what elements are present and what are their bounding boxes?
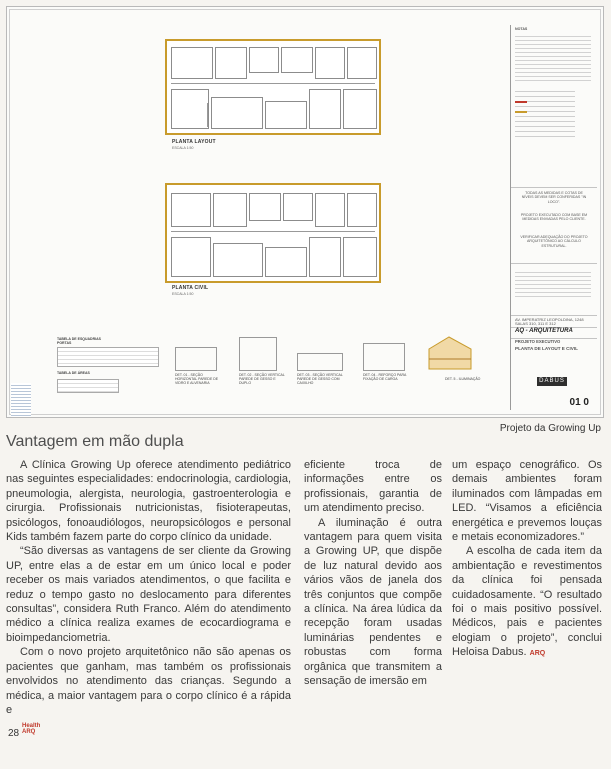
area-table-title: TABELA DE ÁREAS <box>57 371 90 375</box>
client-measures-note: PROJETO EXECUTADO COM BASE EM MEDIDAS ENVIADAS PELO CLIENTE. <box>520 213 588 222</box>
structural-note: VERIFICAR ADEQUAÇÃO DO PROJETO ARQUITETÔNICO AO CÁLCULO ESTRUTURAL. <box>520 235 588 248</box>
detail-drawing-4 <box>363 343 405 371</box>
sheet-number: 01 0 <box>569 397 589 408</box>
door-table-title: TABELA DE ESQUADRIAS PORTAS <box>57 337 101 345</box>
article-column-2 <box>304 458 442 689</box>
brand-text: DABUS <box>539 378 565 384</box>
paragraph: A iluminação é outra vantagem para quem visita a Growing UP, que dispõe de luz natural devido aos vários vãos de janela dos três conjuntos que compõe a clínica. Na área lúdica da recepção foram usadas luminárias pendentes e robustas com forma orgânica que transmitem a sensação de imersão em <box>304 516 442 688</box>
brand-logo <box>537 377 567 386</box>
plan-layout-label: PLANTA LAYOUT <box>172 139 216 145</box>
detail-caption-1: DET. 01 - SEÇÃO HORIZONTAL PAREDE DE VIDRO E ALVENARIA <box>175 373 219 385</box>
notes-title: NOTAS <box>515 27 528 31</box>
notes-list <box>515 33 591 81</box>
logo-top: Health <box>22 723 41 729</box>
image-caption: Projeto da Growing Up <box>499 423 601 434</box>
detail-caption-2: DET. 02 - SEÇÃO VERTICAL PAREDE DE GESSO E DUPLO <box>239 373 285 385</box>
architectural-plan-sheet <box>6 6 604 418</box>
page-number: 28 <box>8 728 20 739</box>
company-name: AQ - ARQUITETURA <box>515 328 573 334</box>
detail-caption-3: DET. 03 - SEÇÃO VERTICAL PAREDE DE GESSO COM CAIXILHO <box>297 373 343 385</box>
paragraph: “São diversas as vantagens de ser cliente da Growing UP, entre elas a de estar em um único local e poder receber os mais variados atendimentos, o que facilita e reduz o tempo gasto no deslocamento para diferentes consultas”, considera Ruth Franco. Além do atendimento médico a clínica realiza exames de ecocardiograma e bioimpedanciometria. <box>6 545 291 644</box>
paragraph: Com o novo projeto arquitetônico não são apenas os pacientes que ganham, mas também os profissionais envolvidos no atendimento das crianças. Segundo a médica, a maior vantagem para o corpo clínico é a rápida e <box>6 646 291 716</box>
detail-drawing-5 <box>425 335 475 373</box>
paragraph: A Clínica Growing Up oferece atendimento pediátrico nas seguintes especialidades: endocrinologia, cardiologia, pneumologia, alergista, neurologia, gastroenterologia e cirurgia. Profissionais nutricionistas, fisioterapeutas, psicólogos, fonoaudiólogos, neuropsicólogos e personal Kids também fazem parte do corpo clínico da unidade. <box>6 459 291 544</box>
project-type: PROJETO EXECUTIVO <box>515 339 561 344</box>
article-column-1 <box>6 458 291 717</box>
plan-civil-label: PLANTA CIVIL <box>172 285 209 291</box>
detail-drawing-1 <box>175 347 217 371</box>
title-block <box>510 25 597 410</box>
plan-layout-scale: ESCALA 1:50 <box>172 146 194 150</box>
paragraph: eficiente troca de informações entre os profissionais, garantia de um atendimento preciso. <box>304 459 442 515</box>
plan-civil-drawing <box>165 183 381 283</box>
revision-table <box>515 269 591 297</box>
area-table <box>57 379 119 393</box>
detail-drawing-2 <box>239 337 277 371</box>
sheet-title: PLANTA DE LAYOUT E CIVIL <box>515 346 578 351</box>
door-table <box>57 347 159 367</box>
paragraph: um espaço cenográfico. Os demais ambientes foram iluminados com lâmpadas em LED. “Visamos a eficiência energética e prevemos louças e metais economizadores.” <box>452 459 602 544</box>
paragraph-text: A escolha de cada item da ambientação e revestimentos da clínica foi pensada cuidadosamente. “O resultado foi o mais positivo possível. Médicos, pais e pacientes elogiam o projeto”, conclui Heloisa Dabus. <box>452 545 602 659</box>
article-column-3 <box>452 458 602 662</box>
detail-caption-4: DET. 04 - REFORÇO PARA FIXAÇÃO DE CARGA <box>363 373 407 381</box>
sheet-legend-strips <box>11 383 31 417</box>
paragraph <box>452 544 602 661</box>
plan-layout-drawing <box>165 39 381 135</box>
detail-caption-5: DET. 5 - ILUMINAÇÃO <box>445 377 481 381</box>
address-text: AV. IMPERATRIZ LEOPOLDINA, 1248 SALAS 310, 311 E 312 <box>515 317 584 327</box>
article-heading: Vantagem em mão dupla <box>6 433 184 450</box>
plan-civil-scale: ESCALA 1:50 <box>172 292 194 296</box>
confirm-measures-note: TODAS AS MEDIDAS E COTAS DE NÍVEIS DEVEM SER CONFERIDAS "IN LOCO". <box>521 191 587 204</box>
logo-bottom: ARQ <box>22 729 36 735</box>
magazine-logo <box>22 723 40 735</box>
detail-drawing-3 <box>297 353 343 371</box>
end-mark: ARQ <box>529 650 546 658</box>
